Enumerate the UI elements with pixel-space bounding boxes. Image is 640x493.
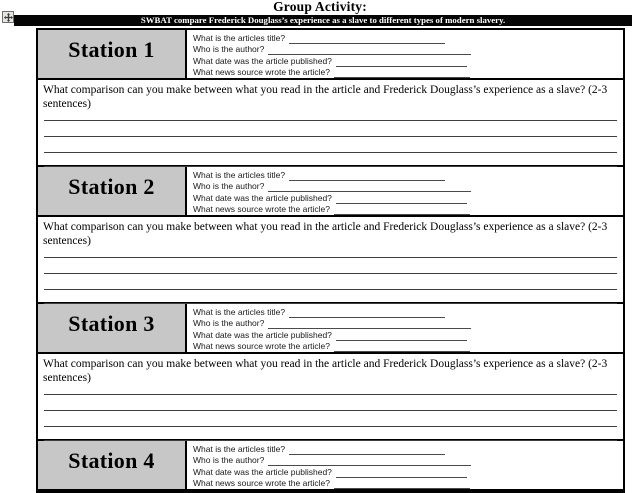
comparison-answer-area bbox=[44, 385, 617, 441]
question-article-title: What is the articles title? bbox=[193, 306, 617, 318]
question-article-title: What is the articles title? bbox=[193, 443, 617, 455]
question-date-published: What date was the article published? bbox=[193, 55, 617, 67]
answer-blank bbox=[289, 309, 445, 318]
objective-banner: SWBAT compare Frederick Douglass’s experience as a slave to different types of modern slavery. bbox=[14, 15, 632, 26]
answer-line bbox=[44, 111, 617, 121]
answer-line bbox=[44, 411, 617, 427]
answer-line bbox=[44, 427, 617, 441]
question-news-source: What news source wrote the article? bbox=[193, 341, 617, 353]
question-news-source: What news source wrote the article? bbox=[193, 478, 617, 490]
station-3-label: Station 3 bbox=[68, 310, 155, 336]
answer-blank bbox=[289, 446, 445, 455]
question-news-source: What news source wrote the article? bbox=[193, 67, 617, 79]
station-4-header-cell bbox=[38, 441, 187, 489]
page-title: Group Activity: bbox=[273, 0, 367, 14]
station-3-questions bbox=[187, 304, 623, 352]
answer-blank bbox=[268, 46, 471, 55]
station-1-questions bbox=[187, 30, 623, 78]
station-2-comparison-row bbox=[38, 217, 623, 304]
question-date-published: What date was the article published? bbox=[193, 329, 617, 341]
station-4-questions bbox=[187, 441, 623, 489]
answer-blank bbox=[268, 183, 471, 192]
station-2-label: Station 2 bbox=[68, 173, 155, 199]
station-4-row bbox=[38, 441, 623, 491]
station-3-comparison-row bbox=[38, 354, 623, 441]
question-news-source: What news source wrote the article? bbox=[193, 204, 617, 216]
station-2-header-cell bbox=[38, 167, 187, 215]
station-3-header-cell bbox=[38, 304, 187, 352]
answer-line bbox=[44, 248, 617, 258]
comparison-answer-area bbox=[44, 248, 617, 304]
answer-line bbox=[44, 395, 617, 411]
station-1-row bbox=[38, 30, 623, 80]
answer-blank bbox=[334, 69, 470, 78]
question-article-title: What is the articles title? bbox=[193, 169, 617, 181]
answer-blank bbox=[336, 58, 467, 67]
answer-line bbox=[44, 274, 617, 290]
move-cross-icon bbox=[4, 13, 13, 22]
answer-blank bbox=[268, 320, 471, 329]
answer-line bbox=[44, 153, 617, 167]
answer-blank bbox=[334, 343, 470, 352]
answer-line bbox=[44, 137, 617, 153]
answer-line bbox=[44, 121, 617, 137]
station-3-row bbox=[38, 304, 623, 354]
comparison-prompt: What comparison can you make between what you read in the article and Frederick Douglass’s experience as a slave? (2-3 sentences) bbox=[43, 221, 608, 247]
table-move-handle[interactable] bbox=[2, 11, 14, 23]
question-author: Who is the author? bbox=[193, 44, 617, 56]
station-1-label: Station 1 bbox=[68, 36, 155, 62]
answer-blank bbox=[334, 480, 470, 489]
question-date-published: What date was the article published? bbox=[193, 192, 617, 204]
question-author: Who is the author? bbox=[193, 455, 617, 467]
comparison-answer-area bbox=[44, 111, 617, 167]
answer-blank bbox=[336, 469, 467, 478]
answer-blank bbox=[336, 195, 467, 204]
answer-blank bbox=[268, 457, 471, 466]
comparison-prompt: What comparison can you make between what you read in the article and Frederick Douglass’s experience as a slave? (2-3 sentences) bbox=[43, 358, 608, 384]
question-author: Who is the author? bbox=[193, 181, 617, 193]
answer-line bbox=[44, 258, 617, 274]
question-article-title: What is the articles title? bbox=[193, 32, 617, 44]
question-date-published: What date was the article published? bbox=[193, 466, 617, 478]
activity-table bbox=[36, 28, 625, 493]
answer-blank bbox=[336, 332, 467, 341]
station-2-row bbox=[38, 167, 623, 217]
answer-blank bbox=[334, 206, 470, 215]
answer-blank bbox=[289, 172, 445, 181]
comparison-prompt: What comparison can you make between what you read in the article and Frederick Douglass’s experience as a slave? (2-3 sentences) bbox=[43, 84, 608, 110]
question-author: Who is the author? bbox=[193, 318, 617, 330]
answer-blank bbox=[289, 35, 445, 44]
station-1-header-cell bbox=[38, 30, 187, 78]
station-4-label: Station 4 bbox=[68, 447, 155, 473]
answer-line bbox=[44, 385, 617, 395]
answer-line bbox=[44, 290, 617, 304]
station-2-questions bbox=[187, 167, 623, 215]
station-1-comparison-row bbox=[38, 80, 623, 167]
